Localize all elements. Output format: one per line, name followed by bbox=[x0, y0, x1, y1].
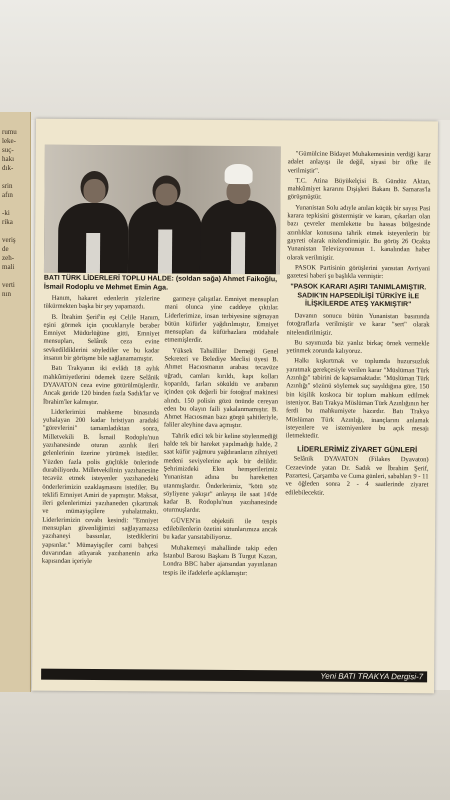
paragraph: garmeye çalışıtlar. Emniyet mensupları mani olunca yine caddeye çıktılar. Liderlerimize, insan terbiyesine sığmayan bütün küfürler yağdırılmıştır, Emniyet mensupları da küfürhazlara müdahale etmemişlerdir. bbox=[164, 295, 279, 345]
magazine-footer: Yeni BATI TRAKYA Dergisi-7 bbox=[320, 671, 424, 682]
paragraph: Davanın sonucu bütün Yunanistan basınında fotoğraflarla verilmiştir ve karar "sert" olarak nitelendirilmiştir. bbox=[286, 312, 430, 337]
person-left bbox=[58, 163, 129, 273]
article-column-middle bbox=[162, 296, 279, 669]
photo-caption: BATI TÜRK LİDERLERİ TOPLU HALDE: (soldan sağa) Ahmet Faikoğlu, İsmail Rodoplu ve Mehmet Emin Aga. bbox=[43, 274, 278, 292]
paragraph: GÜVEN'in objektifi ile tespis edilebilenlerin özetini sütunlarımıza ancak bu kadar yansıtabiliyoruz. bbox=[163, 517, 278, 542]
paragraph: PASOK Partisinin görüşlerini yansıtan Avriyani gazetesi haberi şu başlıkla vermiştir: bbox=[286, 264, 430, 281]
article-column-left bbox=[41, 295, 160, 668]
magazine-page bbox=[32, 119, 438, 694]
paragraph: Selânik DYAVATON (Filakes Dyavaton) Cezaevinde yatan Dr. Sadık ve İbrahim Şerif, Pazartesi, Çarşamba ve Cuma günleri, sabahları 9 - 11 ve öğleden sonra 2 - 4 saatlerinde ziyaret edilebilecektir. bbox=[285, 455, 429, 497]
paragraph: Muhakemeyi mahallinde takip eden İstanbul Barosu Başkanı B Turgut Kazan, Londra BBC haber ajansından yayınlanan tespis ile ifadelerle açıklamıştır: bbox=[162, 544, 278, 577]
paragraph: Tahrik edici tek bir keline söylenmediği halde tek bir hareket yapılmadığı halde, 2 saat küfür yağmuru yağdıranların zihniyeti medeni seviyelerine açık bir delildir. Şehrimizdeki Elen hemşerilerimiz Yunanistan adına bu hareketten utanmışlardır. Önderlerimiz, "kötü söz söyliyene yakışır" anlayışı ile saat 14'de kadar B. Rodoplu'nun yazıhanesinde oturmuşlardır. bbox=[163, 432, 278, 515]
paragraph: Yunanistan Solu adıyle anılan küçük bir sayısı Pasi karara tepkisini göstermiştir ve kararı, çıkarları olan bazı çevreler memlekette bu hassas bölgesinde azınlıklar konusuna tahrik etmek isteyenlerin bir gayreti olarak nitelendirmiştir. Bu görüş 26 Ocakta Yunanistan Televizyonunun 1. kanalından haber olarak verilmiştir. bbox=[287, 204, 431, 262]
paragraph: Bu sayımızda biz yanlız birkaç örnek vermekle yetinmek zorunda kalıyoruz. bbox=[286, 339, 430, 356]
paragraph: Batı Trakyanın iki evlâdı 18 aylık mahkûmiyetlerini ödemek üzere Selânik DYAVATON ceza evine götürülmüşlerdir. Ancak geride 120 binden fazla Sadık'lar ve İbrahim'ler kalmıştır. bbox=[43, 365, 160, 406]
paragraph: Halkı kışkırtmak ve toplumda huzursuzluk yaratmak gerekçesiyle verilen karar "Müslüman Türk Azınlığı" tabirini de kapsamaktadır. "Müslüman Türk Azınlığı" sözünü söylemek suç sayıldığına göre, 150 bin kişilik koskoca bir toplum mahkum edilmek isteniyor. Batı Trakya Müslüman Türk Azınlığının her ferdi bu mahkumiyete hazırdır. Batı Trakya Müslüman Türk Azınlığı, inançlarını anlamak isteyenlere ve istemiyenlere bu açık mesajı iletmektedir. bbox=[285, 357, 430, 440]
previous-page-edge bbox=[0, 112, 31, 692]
person-middle bbox=[128, 165, 203, 274]
previous-page-text: rumu leke- suç- hakı dık- srin afın -ki rika veriş de zeh- mali verti nın bbox=[2, 128, 17, 298]
visit-days-heading: LİDERLERİMİZ ZİYARET GÜNLERİ bbox=[297, 444, 418, 455]
article-column-right bbox=[284, 150, 431, 671]
background-bottom bbox=[0, 690, 450, 800]
paragraph: B. İbrahim Şerif'in eşi Celile Hanım, eşini görmek için çocuklarıyle beraber Emniyet Müdürlüğüne gitti, Emniyet mensupları, Selânik ceza evine sevkedildiklerini söylediler ve bu kadar insanın bir görüşme bile sağlanamamıştır. bbox=[43, 313, 160, 363]
person-right bbox=[200, 158, 277, 275]
paragraph: "Gümülcine Bidayet Muhakemesinin verdiği karar adalet anlayışı ile değil, siyasi bir öfke ile verilmiştir". bbox=[287, 150, 431, 175]
paragraph: Hanım, hakaret edenlerin yüzlerine tükürmekten başka bir şey yapamazdı. bbox=[43, 294, 160, 311]
background-top bbox=[0, 0, 450, 120]
paragraph: Yüksek Tahsilliler Derneği Genel Sekreteri ve Belediye Meclisi üyesi B. Ahmet Hacıosmanın arabası tecavüze uğradı, camları kırıldı, kapı kolları koparıldı, farları söküldü ve arabanın içinden çok değerli bir fotoğraf makinesi alındı. 150 polisin gözü önünde cereyan eden bu olayın faili yakalanmamıştır. B. Ahmet Hacıosman bazı görgü şahitleriyle, faliler aleyhine dava açmıştır. bbox=[163, 347, 279, 430]
paragraph: Liderlerimizi mahkeme binasında yuhalayan 200 kadar hristiyan aradaki "görevlerini" tamamladıktan sonra, Milletvekili B. İsmail Rodoplu'nun yazıhanesinde oturan azınlık ileri gelenlerinin üzerine yürümek istediler. Yüzden fazla polis güçlükle önlerinde durabiliyordu. Milletvekilinin yazıhanesine tecavüz etmek isteyenler yazıhanedeki önderlerimizin uzaklaşmasını istediler. Bu teklifi Emniyet Amiri de yapmıştır. Maksat, ileri gelenlerimizi yazıhaneden çıkartmak ve mümayişçilere yuhalatmaktı. Liderlerimizin cevabı kesindi: "Emniyet mensupları güvenliğimizi sağlayamazsa yazıhaneyi bassınlar, istediklerini yapsınlar." Mümayişçiler cami bahçesi duvarından atlıyarak yazıhanenin arka kapısından içeriyle bbox=[41, 408, 159, 566]
footer-bar bbox=[41, 669, 427, 683]
paragraph: T.C. Atina Büyükelçisi B. Gündüz Aktan, mahkûmiyet kararını Dışişleri Bakanı B. Samaras'la görüşmüştür. bbox=[287, 177, 431, 202]
leaders-photo bbox=[44, 145, 281, 275]
pasok-headline: "PASOK KARARI AŞIRI TANIMLAMIŞTIR. SADIK'IN HAPSEDİLİŞİ TÜRKİYE İLE İLİŞKİLERDE ATEŞ YAKMIŞTIR" bbox=[290, 283, 427, 309]
